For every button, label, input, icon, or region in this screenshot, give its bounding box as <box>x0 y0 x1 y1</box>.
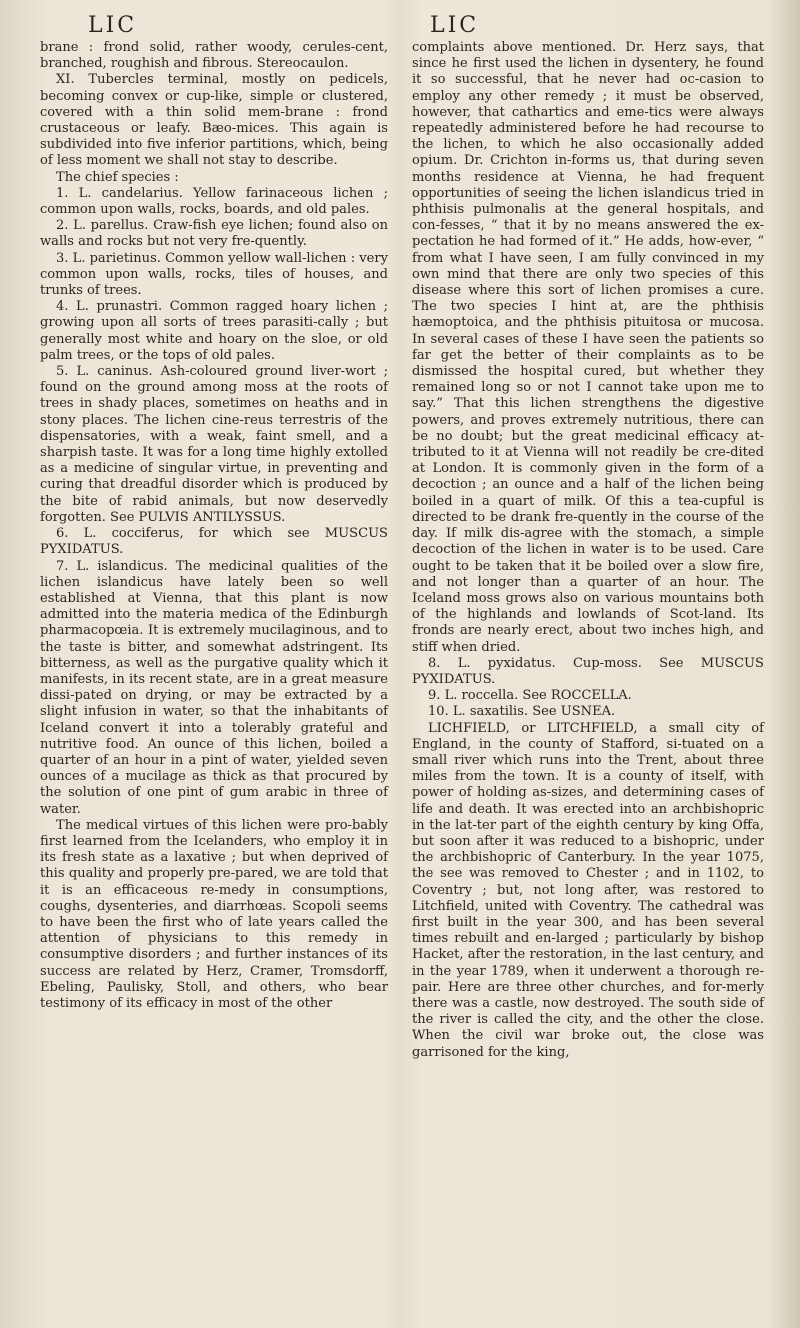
paragraph: XI. Tubercles terminal, mostly on pedicels, becoming convex or cup-like, simple or clustered, covered with a thin solid mem-brane : frond crustaceous or leafy. Bæo-mices. This again is subdivided into five inferior partitions, which, being of less moment we shall not stay to describe. <box>40 72 388 169</box>
paragraph: 3. L. parietinus. Common yellow wall-lichen : very common upon walls, rocks, tiles of houses, and trunks of trees. <box>40 250 388 299</box>
left-column <box>40 12 388 1012</box>
paragraph: 9. L. roccella. See ROCCELLA. <box>428 688 632 704</box>
paragraph: 10. L. saxatilis. See USNEA. <box>428 704 616 720</box>
running-header-left: LIC <box>88 13 138 38</box>
paragraph: 8. L. pyxidatus. Cup-moss. See MUSCUS PYXIDATUS. <box>412 655 764 687</box>
paragraph: 7. L. islandicus. The medicinal qualities of the lichen islandicus have lately been so well established at Vienna, that this plant is now admitted into the materia medica of the Edinburgh pharmacopœia. It is extremely mucilaginous, and to the taste is bitter, and somewhat adstringent. Its bitterness, as well as the purgative quality which it manifests, in its recent state, are in a great measure dissi-pated on drying, or may be extracted by a slight infusion in water, so that the inhabitants of Iceland convert it into a tolerably grateful and nutritive food. An ounce of this lichen, boiled a quarter of an hour in a pint of water, yielded seven ounces of a mucilage as thick as that procured by the solution of one pint of gum arabic in three of water. <box>40 558 388 817</box>
paragraph: The medical virtues of this lichen were pro-bably first learned from the Icelanders, who employ it in its fresh state as a laxative ; but when deprived of this quality and properly pre-pared, we are told that it is an efficaceous re-medy in consumptions, coughs, dysenteries, and diarrhœas. Scopoli seems to have been the first who of late years called the attention of physicians to this remedy in consumptive disorders ; and further instances of its success are related by Herz, Cramer, Tromsdorff, Ebeling, Paulisky, Stoll, and others, who bear testimony of its efficacy in most of the other <box>40 817 388 1011</box>
right-column <box>412 12 764 1061</box>
paragraph: 1. L. candelarius. Yellow farinaceous lichen ; common upon walls, rocks, boards, and old pales. <box>40 185 388 218</box>
paragraph: 2. L. parellus. Craw-fish eye lichen; found also on walls and rocks but not very fre-quently. <box>40 218 388 250</box>
paragraph: 5. L. caninus. Ash-coloured ground liver-wort ; found on the ground among moss at the roots of trees in shady places, sometimes on heaths and in stony places. The lichen cine-reus terrestris of the dispensatories, with a weak, faint smell, and a sharpish taste. It was for a long time highly extolled as a medicine of singular virtue, in preventing and curing that dreadful disorder which is produced by the bite of rabid animals, but now deservedly forgotten. See PULVIS ANTILYSSUS. <box>40 364 388 525</box>
paragraph: brane : frond solid, rather woody, cerules-cent, branched, roughish and fibrous. Stereocaulon. <box>40 40 388 72</box>
paragraph: 6. L. cocciferus, for which see MUSCUS PYXIDATUS. <box>40 526 388 558</box>
paragraph: complaints above mentioned. Dr. Herz says, that since he first used the lichen in dysentery, he found it so successful, that he never had oc-casion to employ any other remedy ; it must be observed, however, that cathartics and eme-tics were always repeatedly administered before he had recourse to the lichen, to which he also occasionally added opium. Dr. Crichton in-forms us, that during seven months residence at Vienna, he had frequent opportunities of seeing the lichen islandicus tried in phthisis pulmonalis at the general hospitals, and con-fesses, “ that it by no means answered the ex-pectation he had formed of it.” He adds, how-ever, “ from what I have seen, I am fully convinced in my own mind that there are only two species of this disease where this sort of lichen promises a cure. The two species I hint at, are the phthisis hæmoptoica, and the phthisis pituitosa or mucosa. In several cases of these I have seen the patients so far get the better of their complaints as to be dismissed the hospital cured, but whether they remained long so or not I cannot take upon me to say.” That this lichen strengthens the digestive powers, and proves extremely nutritious, there can be no doubt; but the great medicinal efficacy at-tributed to it at Vienna will not readily be cre-dited at London. It is commonly given in the form of a decoction ; an ounce and a half of the lichen being boiled in a quart of milk. Of this a tea-cupful is directed to be drank fre-quently in the course of the day. If milk dis-agree with the stomach, a simple decoction of the lichen in water is to be used. Care ought to be taken that it be boiled over a slow fire, and not longer than a quarter of an hour. The Iceland moss grows also on various mountains both of the highlands and lowlands of Scot-land. Its fronds are nearly erect, about two inches high, and stiff when dried. <box>412 40 764 655</box>
paragraph: LICHFIELD, or LITCHFIELD, a small city of England, in the county of Stafford, si-tuated on a small river which runs into the Trent, about three miles from the town. It is a county of itself, with power of holding as-sizes, and determining cases of life and death. It was erected into an archbishopric in the lat-ter part of the eighth century by king Offa, but soon after it was reduced to a bishopric, under the archbishopric of Canterbury. In the year 1075, the see was removed to Chester ; and in 1102, to Coventry ; but, not long after, was restored to Litchfield, united with Coventry. The cathedral was first built in the year 300, and has been several times rebuilt and en-larged ; particularly by bishop Hacket, after the restoration, in the last century, and in the year 1789, when it underwent a thorough re-pair. Here are three other churches, and for-merly there was a castle, now destroyed. The south side of the river is called the city, and the other the close. When the civil war broke out, the close was garrisoned for the king, <box>412 720 764 1060</box>
paragraph: 4. L. prunastri. Common ragged hoary lichen ; growing upon all sorts of trees parasiti-cally ; but generally most white and hoary on the sloe, or old palm trees, or the tops of old pales. <box>40 299 388 363</box>
paragraph: The chief species : <box>56 169 179 185</box>
running-header-right: LIC <box>430 13 480 38</box>
